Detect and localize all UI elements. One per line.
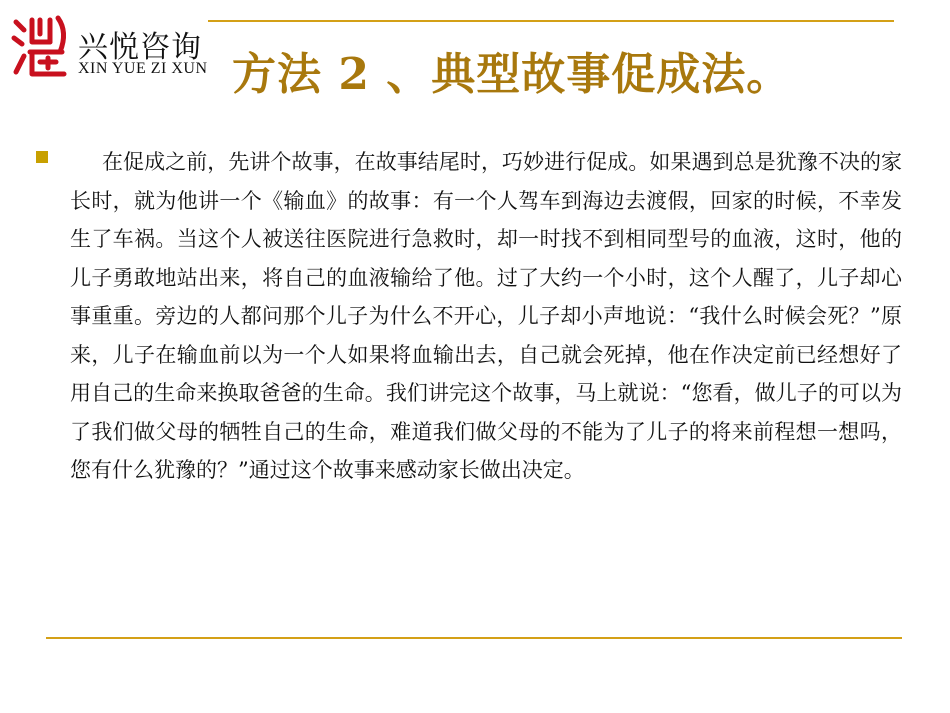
top-divider [208, 20, 894, 22]
brand-name-cn: 兴悦咨询 [78, 30, 202, 65]
brand-name-en: XIN YUE ZI XUN [78, 60, 208, 77]
bottom-divider [46, 637, 902, 639]
slide-title: 方法 2 、典型故事促成法。 [232, 49, 792, 100]
square-bullet-icon [36, 151, 48, 163]
seal-logo-icon [10, 12, 72, 82]
slide-body-text: 在促成之前，先讲个故事，在故事结尾时，巧妙进行促成。如果遇到总是犹豫不决的家长时，就为他讲一个《输血》的故事：有一个人驾车到海边去渡假，回家的时候，不幸发生了车祸。当这个人被送往医院进行急救时，却一时找不到相同型号的血液，这时，他的儿子勇敢地站出来，将自己的血液输给了他。过了大约一个小时，这个人醒了，儿子却心事重重。旁边的人都问那个儿子为什么不开心，儿子却小声地说：“我什么时候会死？”原来，儿子在输血前以为一个人如果将血输出去，自己就会死掉，他在作决定前已经想好了用自己的生命来换取爸爸的生命。我们讲完这个故事，马上就说：“您看，做儿子的可以为了我们做父母的牺牲自己的生命，难道我们做父母的不能为了儿子的将来前程想一想吗，您有什么犹豫的？”通过这个故事来感动家长做出决定。 [70, 150, 902, 482]
